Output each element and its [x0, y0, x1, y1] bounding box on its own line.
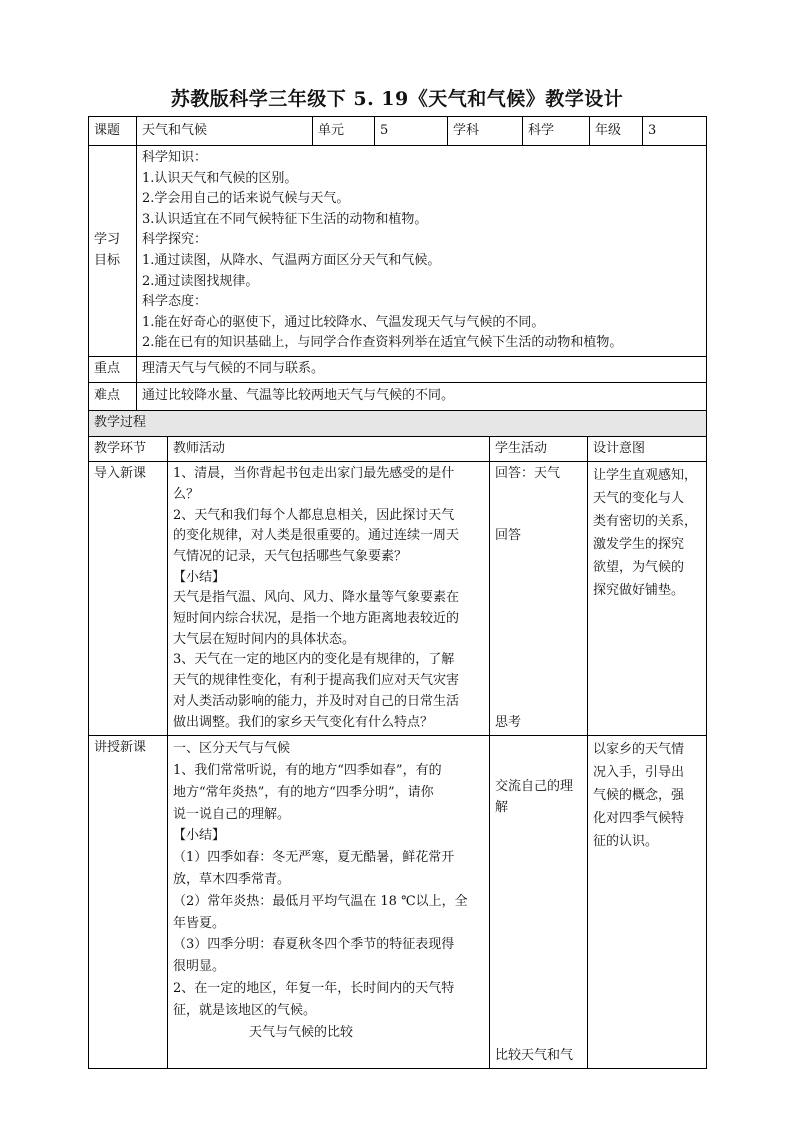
objective-line: 2.学会用自己的话来说气候与天气。 — [142, 191, 350, 207]
intro-teacher-line: 天气是指气温、风向、风力、降水量等气象要素在 — [173, 590, 460, 606]
new-lesson-intent-line: 化对四季气候特 — [593, 811, 685, 827]
unit-value: 5 — [375, 117, 448, 146]
intro-teacher-line: 短时间内综合状况，是指一个地方距离地表较近的 — [173, 611, 460, 627]
intro-teacher-line: 【小结】 — [173, 569, 226, 585]
objective-line: 科学知识： — [142, 150, 208, 165]
lesson-plan-table — [88, 116, 706, 1069]
intro-intent-line: 让学生直观感知， — [593, 468, 698, 484]
header-stage: 教学环节 — [89, 436, 168, 462]
info-table — [88, 116, 707, 437]
subject-value: 科学 — [523, 117, 590, 146]
grade-label: 年级 — [590, 117, 643, 146]
key-point-value: 理清天气与气候的不同与联系。 — [137, 356, 707, 382]
header-student: 学生活动 — [490, 436, 588, 462]
new-lesson-teacher-line: 【小结】 — [173, 828, 226, 844]
intro-student — [490, 462, 588, 736]
objective-line: 1.能在好奇心的驱使下，通过比较降水、气温发现天气与气候的不同。 — [142, 314, 545, 330]
topic-label: 课题 — [89, 117, 137, 146]
intro-intent-line: 欲望，为气候的 — [593, 560, 685, 576]
intro-intent-line: 激发学生的探究 — [593, 537, 685, 553]
objectives-label: 学习 目标 — [89, 146, 137, 357]
grade-value: 3 — [643, 117, 707, 146]
intro-teacher-line: 天气的规律性变化，有利于提高我们应对天气灾害 — [173, 673, 460, 689]
objectives-content — [137, 146, 707, 357]
subject-label: 学科 — [448, 117, 523, 146]
new-lesson-intent — [588, 736, 707, 1069]
new-lesson-teacher-line: 2、在一定的地区，年复一年，长时间内的天气特 — [173, 981, 455, 997]
new-lesson-student-line: 解 — [495, 799, 509, 815]
intro-teacher-line: 1、清晨，当你背起书包走出家门最先感受的是什 — [173, 466, 455, 482]
new-lesson-intent-line: 气候的概念，强 — [593, 788, 685, 804]
new-lesson-teacher-line: 征，就是该地区的气候。 — [173, 1002, 317, 1018]
header-teacher: 教师活动 — [168, 436, 490, 462]
intro-intent-line: 探究做好铺垫。 — [593, 583, 685, 599]
intro-stage: 导入新课 — [89, 462, 168, 736]
new-lesson-teacher-line: （3）四季分明：春夏秋冬四个季节的特征表现得 — [173, 937, 455, 953]
new-lesson-student — [490, 736, 588, 1069]
new-lesson-teacher-line: （2）常年炎热：最低月平均气温在 18 ℃以上，全 — [173, 893, 468, 909]
new-lesson-teacher-line: 放，草木四季常青。 — [173, 872, 291, 888]
difficulty-label: 难点 — [89, 382, 137, 410]
objective-line: 1.认识天气和气候的区别。 — [142, 170, 298, 186]
objective-line: 2.通过读图找规律。 — [142, 273, 259, 289]
topic-value: 天气和气候 — [137, 117, 313, 146]
intro-teacher-line: 2、天气和我们每个人都息息相关，因此探讨天气 — [173, 507, 455, 523]
new-lesson-teacher — [168, 736, 490, 1069]
new-lesson-teacher-line: 很明显。 — [173, 959, 226, 975]
new-lesson-stage: 讲授新课 — [89, 736, 168, 1069]
objective-line: 科学探究： — [142, 232, 208, 248]
intro-intent — [588, 462, 707, 736]
new-lesson-teacher-line: （1）四季如春：冬无严寒，夏无酷暑，鲜花常开 — [173, 850, 455, 866]
intro-teacher-line: 么？ — [173, 486, 200, 502]
new-lesson-teacher-line: 一、区分天气与气候 — [173, 741, 291, 757]
objective-line: 科学态度： — [142, 294, 208, 310]
process-label: 教学过程 — [89, 410, 707, 436]
new-lesson-intent-line: 以家乡的天气情 — [593, 742, 685, 758]
intro-intent-line: 天气的变化与人 — [593, 491, 685, 507]
intro-teacher-line: 气情况的记录，天气包括哪些气象要素？ — [173, 548, 408, 564]
intro-teacher-line: 做出调整。我们的家乡天气变化有什么特点？ — [173, 714, 434, 730]
page-title: 苏教版科学三年级下 5. 19《天气和气候》教学设计 — [170, 88, 624, 110]
intro-student-answer-1: 回答：天气 — [495, 466, 561, 482]
intro-student-answer-3: 思考 — [495, 714, 522, 730]
new-lesson-intent-line: 征的认识。 — [593, 834, 659, 850]
process-table — [88, 436, 707, 1070]
new-lesson-teacher-line: 说一说自己的理解。 — [173, 806, 291, 822]
objective-line: 1.通过读图，从降水、气温两方面区分天气和气候。 — [142, 252, 441, 268]
objective-line: 2.能在已有的知识基础上，与同学合作查资料列举在适宜气候下生活的动物和植物。 — [142, 335, 623, 351]
comparison-heading: 天气与气候的比较 — [249, 1024, 354, 1040]
objective-line: 3.认识适宜在不同气候特征下生活的动物和植物。 — [142, 211, 428, 227]
new-lesson-teacher-line: 地方“常年炎热”，有的地方“四季分明”，请你 — [173, 784, 434, 800]
intro-teacher-line: 的变化规律，对人类是很重要的。通过连续一周天 — [173, 528, 460, 544]
new-lesson-student-answer-2: 比较天气和气 — [495, 1047, 574, 1063]
intro-intent-line: 类有密切的关系， — [593, 514, 698, 530]
intro-teacher — [168, 462, 490, 736]
intro-teacher-line: 大气层在短时间内的具体状态。 — [173, 631, 356, 647]
unit-label: 单元 — [313, 117, 375, 146]
new-lesson-teacher-line: 年皆夏。 — [173, 915, 226, 931]
difficulty-value: 通过比较降水量、气温等比较两地天气与气候的不同。 — [137, 382, 707, 410]
intro-student-answer-2: 回答 — [495, 527, 522, 543]
intro-teacher-line: 3、天气在一定的地区内的变化是有规律的，了解 — [173, 652, 455, 668]
new-lesson-student-line: 交流自己的理 — [495, 779, 574, 795]
key-point-label: 重点 — [89, 356, 137, 382]
header-intent: 设计意图 — [588, 436, 707, 462]
new-lesson-teacher-line: 1、我们常常听说，有的地方“四季如春”，有的 — [173, 763, 442, 779]
new-lesson-intent-line: 况入手，引导出 — [593, 765, 685, 781]
intro-teacher-line: 对人类活动影响的能力，并及时对自己的日常生活 — [173, 693, 460, 709]
